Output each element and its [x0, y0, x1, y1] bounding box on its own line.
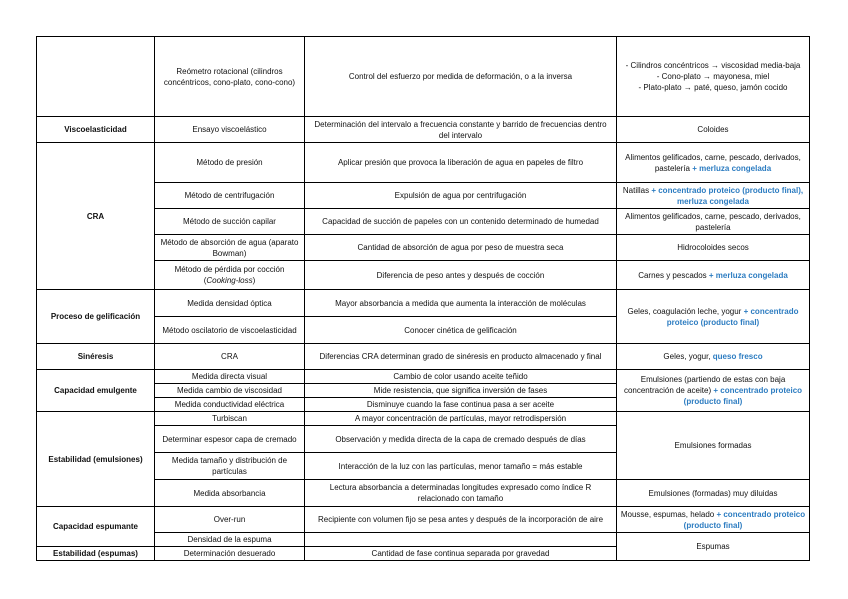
category-cell: Estabilidad (espumas) — [37, 547, 155, 561]
application-cell — [617, 37, 810, 117]
category-cell: Viscoelasticidad — [37, 117, 155, 143]
highlight-text: + concentrado proteico (producto final), merluza congelada — [649, 185, 804, 206]
description-cell: Mide resistencia, que significa inversión de fases — [305, 384, 617, 398]
description-cell: Cantidad de absorción de agua por peso de muestra seca — [305, 235, 617, 261]
method-cell: Reómetro rotacional (cilindros concéntricos, cono-plato, cono-cono) — [155, 37, 305, 117]
highlight-text: + concentrado proteico (producto final) — [683, 509, 806, 530]
description-cell: Conocer cinética de gelificación — [305, 317, 617, 344]
table-row — [37, 117, 810, 143]
table-row — [37, 412, 810, 426]
description-cell: Lectura absorbancia a determinadas longitudes expresado como índice R relacionado con tamaño — [305, 480, 617, 507]
methods-table — [36, 36, 810, 561]
application-line: - Cono-plato → mayonesa, miel — [656, 72, 770, 81]
method-cell: Método de presión — [155, 143, 305, 183]
category-cell: CRA — [37, 143, 155, 290]
method-cell: Método oscilatorio de viscoelasticidad — [155, 317, 305, 344]
method-cell: Over-run — [155, 507, 305, 533]
table-row — [37, 344, 810, 370]
description-cell: Control del esfuerzo por medida de deformación, o a la inversa — [305, 37, 617, 117]
category-cell: Estabilidad (emulsiones) — [37, 412, 155, 507]
description-cell: Cambio de color usando aceite teñido — [305, 370, 617, 384]
description-cell: Interacción de la luz con las partículas, menor tamaño = más estable — [305, 453, 617, 480]
application-cell: Geles, coagulación leche, yogur + concentrado proteico (producto final) — [617, 290, 810, 344]
application-cell: Mousse, espumas, helado + concentrado proteico (producto final) — [617, 507, 810, 533]
method-cell: Medida directa visual — [155, 370, 305, 384]
description-cell: Mayor absorbancia a medida que aumenta la interacción de moléculas — [305, 290, 617, 317]
description-cell: Aplicar presión que provoca la liberación de agua en papeles de filtro — [305, 143, 617, 183]
description-cell: Diferencia de peso antes y después de cocción — [305, 261, 617, 290]
application-cell: Hidrocoloides secos — [617, 235, 810, 261]
description-cell: Capacidad de succión de papeles con un contenido determinado de humedad — [305, 209, 617, 235]
category-cell: Sinéresis — [37, 344, 155, 370]
description-cell: Recipiente con volumen fijo se pesa antes y después de la incorporación de aire — [305, 507, 617, 533]
method-cell: Determinar espesor capa de cremado — [155, 426, 305, 453]
document-page — [36, 36, 809, 561]
method-cell: Medida conductividad eléctrica — [155, 398, 305, 412]
method-cell: Turbiscan — [155, 412, 305, 426]
description-cell: Expulsión de agua por centrifugación — [305, 183, 617, 209]
category-cell: Proceso de gelificación — [37, 290, 155, 344]
method-cell: Método de absorción de agua (aparato Bowman) — [155, 235, 305, 261]
table-row — [37, 37, 810, 117]
application-cell: Coloides — [617, 117, 810, 143]
description-cell: Observación y medida directa de la capa de cremado después de días — [305, 426, 617, 453]
method-cell: Medida densidad óptica — [155, 290, 305, 317]
description-cell: A mayor concentración de partículas, mayor retrodispersión — [305, 412, 617, 426]
application-cell: Geles, yogur, queso fresco — [617, 344, 810, 370]
method-cell: Medida cambio de viscosidad — [155, 384, 305, 398]
method-cell: Medida absorbancia — [155, 480, 305, 507]
method-cell: Método de centrifugación — [155, 183, 305, 209]
category-cell: Capacidad emulgente — [37, 370, 155, 412]
application-cell: Natillas + concentrado proteico (producto final), merluza congelada — [617, 183, 810, 209]
description-cell — [305, 533, 617, 547]
application-cell: Espumas — [617, 533, 810, 561]
application-cell: Alimentos gelificados, carne, pescado, derivados, pastelería — [617, 209, 810, 235]
highlight-text: + concentrado proteico (producto final) — [683, 386, 803, 406]
application-line: - Plato-plato → paté, queso, jamón cocido — [638, 83, 788, 92]
description-cell: Diferencias CRA determinan grado de sinéresis en producto almacenado y final — [305, 344, 617, 370]
application-cell: Emulsiones (formadas) muy diluidas — [617, 480, 810, 507]
table-row — [37, 507, 810, 533]
highlight-text: + merluza congelada — [706, 270, 788, 280]
method-cell: Método de pérdida por cocción (Cooking-loss) — [155, 261, 305, 290]
application-line: - Cilindros concéntricos → viscosidad media-baja — [625, 61, 801, 70]
method-cell: Método de succión capilar — [155, 209, 305, 235]
highlight-text: + concentrado proteico (producto final) — [666, 306, 799, 327]
table-row — [37, 143, 810, 183]
highlight-text: + merluza congelada — [690, 163, 772, 173]
method-cell: Ensayo viscoelástico — [155, 117, 305, 143]
description-cell: Determinación del intervalo a frecuencia constante y barrido de frecuencias dentro del intervalo — [305, 117, 617, 143]
category-cell: Capacidad espumante — [37, 507, 155, 547]
method-cell: Determinación desuerado — [155, 547, 305, 561]
application-cell: Emulsiones (partiendo de estas con baja concentración de aceite) + concentrado proteico (producto final) — [617, 370, 810, 412]
table-row — [37, 370, 810, 384]
category-cell — [37, 37, 155, 117]
application-cell: Carnes y pescados + merluza congelada — [617, 261, 810, 290]
method-cell: CRA — [155, 344, 305, 370]
method-cell: Medida tamaño y distribución de partículas — [155, 453, 305, 480]
description-cell: Disminuye cuando la fase continua pasa a ser aceite — [305, 398, 617, 412]
table-row — [37, 290, 810, 317]
method-cell: Densidad de la espuma — [155, 533, 305, 547]
application-cell: Emulsiones formadas — [617, 412, 810, 480]
application-cell: Alimentos gelificados, carne, pescado, derivados, pastelería + merluza congelada — [617, 143, 810, 183]
highlight-text: queso fresco — [712, 352, 763, 361]
description-cell: Cantidad de fase continua separada por gravedad — [305, 547, 617, 561]
